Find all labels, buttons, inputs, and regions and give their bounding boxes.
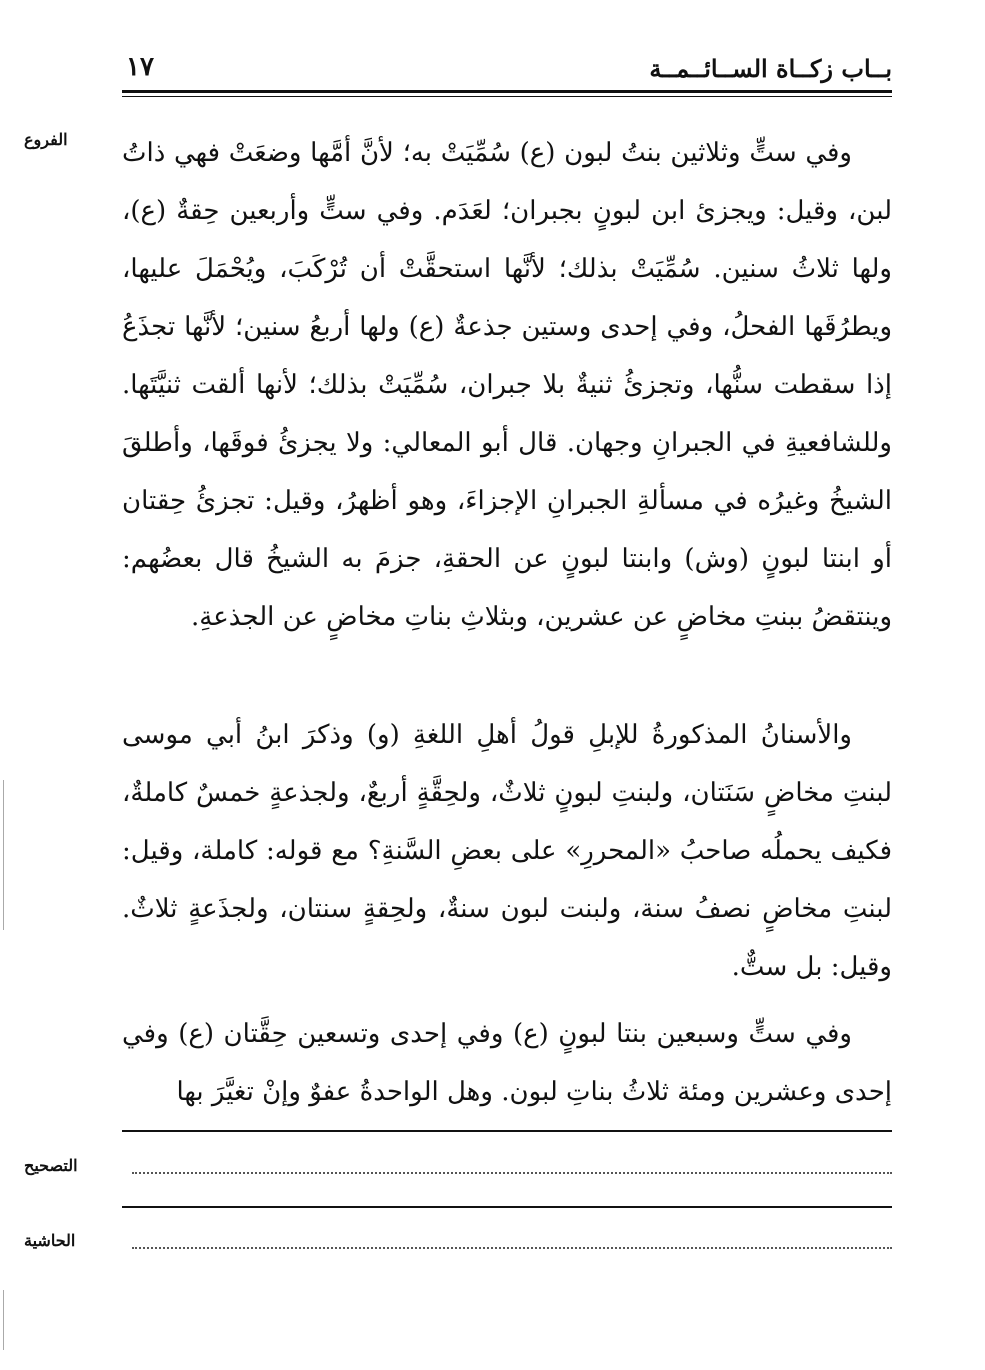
correction-row	[24, 1156, 892, 1186]
footer-rule	[122, 1206, 892, 1208]
header-rule-thin	[122, 96, 892, 97]
footnote-row	[24, 1231, 892, 1261]
page-header	[122, 50, 892, 90]
paragraph-text: والأسنانُ المذكورةُ للإبلِ قولُ أهلِ اللغةِ (و) وذكرَ ابنُ أبي موسى لبنتِ مخاضٍ سَنَتان، ولبنتِ لبونٍ ثلاثٌ، ولحِقَّةٍ أربعٌ، ولجذعةٍ خمسٌ كاملةٌ، فكيف يحملُه صاحبُ «المحررِ» على بعضِ السَّنةِ؟ مع قوله: كاملة، وقيل: لبنتِ مخاضٍ نصفُ سنة، ولبنت لبون سنةٌ، ولحِقةٍ سنتان، ولجذَعةٍ ثلاثٌ. وقيل: بل ستٌّ.	[122, 720, 892, 982]
paragraph-text: وفي ستٍّ وثلاثين بنتُ لبون (ع) سُمِّيَتْ به؛ لأنَّ أمَّها وضعَتْ فهي ذاتُ لبن، وقيل: ويجزئ ابن لبونٍ بجبران؛ لعَدَم. وفي ستٍّ وأربعين حِقةٌ (ع)، ولها ثلاثُ سنين. سُمِّيَتْ بذلك؛ لأنَّها استحقَّتْ أن تُرْكَبَ، ويُحْمَلَ عليها، ويطرُقَها الفحلُ، وفي إحدى وستين جذعةٌ (ع) ولها أربعُ سنين؛ لأنَّها تجذَعُ إذا سقطت سنُّها، وتجزئُ ثنيةٌ بلا جبران، سُمِّيَتْ بذلك؛ لأنها ألقت ثنيَّتَها. وللشافعيةِ في الجبرانِ وجهان. قال أبو المعالي: ولا يجزئُ فوقَها، وأطلقَ الشيخُ وغيرُه في مسألةِ الجبرانِ الإجزاءَ، وهو أظهرُ، وقيل: تجزئُ حِقتان أو ابنتا لبونٍ (وش) وابنتا لبونٍ عن الحقةِ، جزمَ به الشيخُ قال بعضُهم: وينتقضُ ببنتِ مخاضٍ عن عشرين، وبثلاثِ بناتِ مخاضٍ عن الجذعةِ.	[122, 138, 892, 632]
scan-edge-mark	[3, 780, 4, 930]
paragraph-2	[122, 706, 892, 996]
correction-dotted-line	[132, 1172, 892, 1174]
paragraph-1	[122, 124, 892, 646]
paragraph-3	[122, 1005, 892, 1121]
scan-edge-mark	[3, 1290, 4, 1350]
footnote-dotted-line	[132, 1247, 892, 1249]
margin-label-furu: الفروع	[24, 130, 68, 149]
paragraph-text: وفي ستٍّ وسبعين بنتا لبونٍ (ع) وفي إحدى وتسعين حِقَّتان (ع) وفي إحدى وعشرين ومئة ثلاثُ بناتِ لبون. وهل الواحدةُ عفوٌ وإنْ تغيَّرَ بها	[122, 1019, 892, 1107]
correction-label: التصحيح	[24, 1156, 78, 1175]
page-number: ١٧	[126, 52, 154, 82]
footnote-label: الحاشية	[24, 1231, 76, 1250]
footer-rule	[122, 1130, 892, 1132]
chapter-title: بــاب زكــاة الســائــمــة	[649, 54, 892, 83]
header-rule	[122, 90, 892, 93]
